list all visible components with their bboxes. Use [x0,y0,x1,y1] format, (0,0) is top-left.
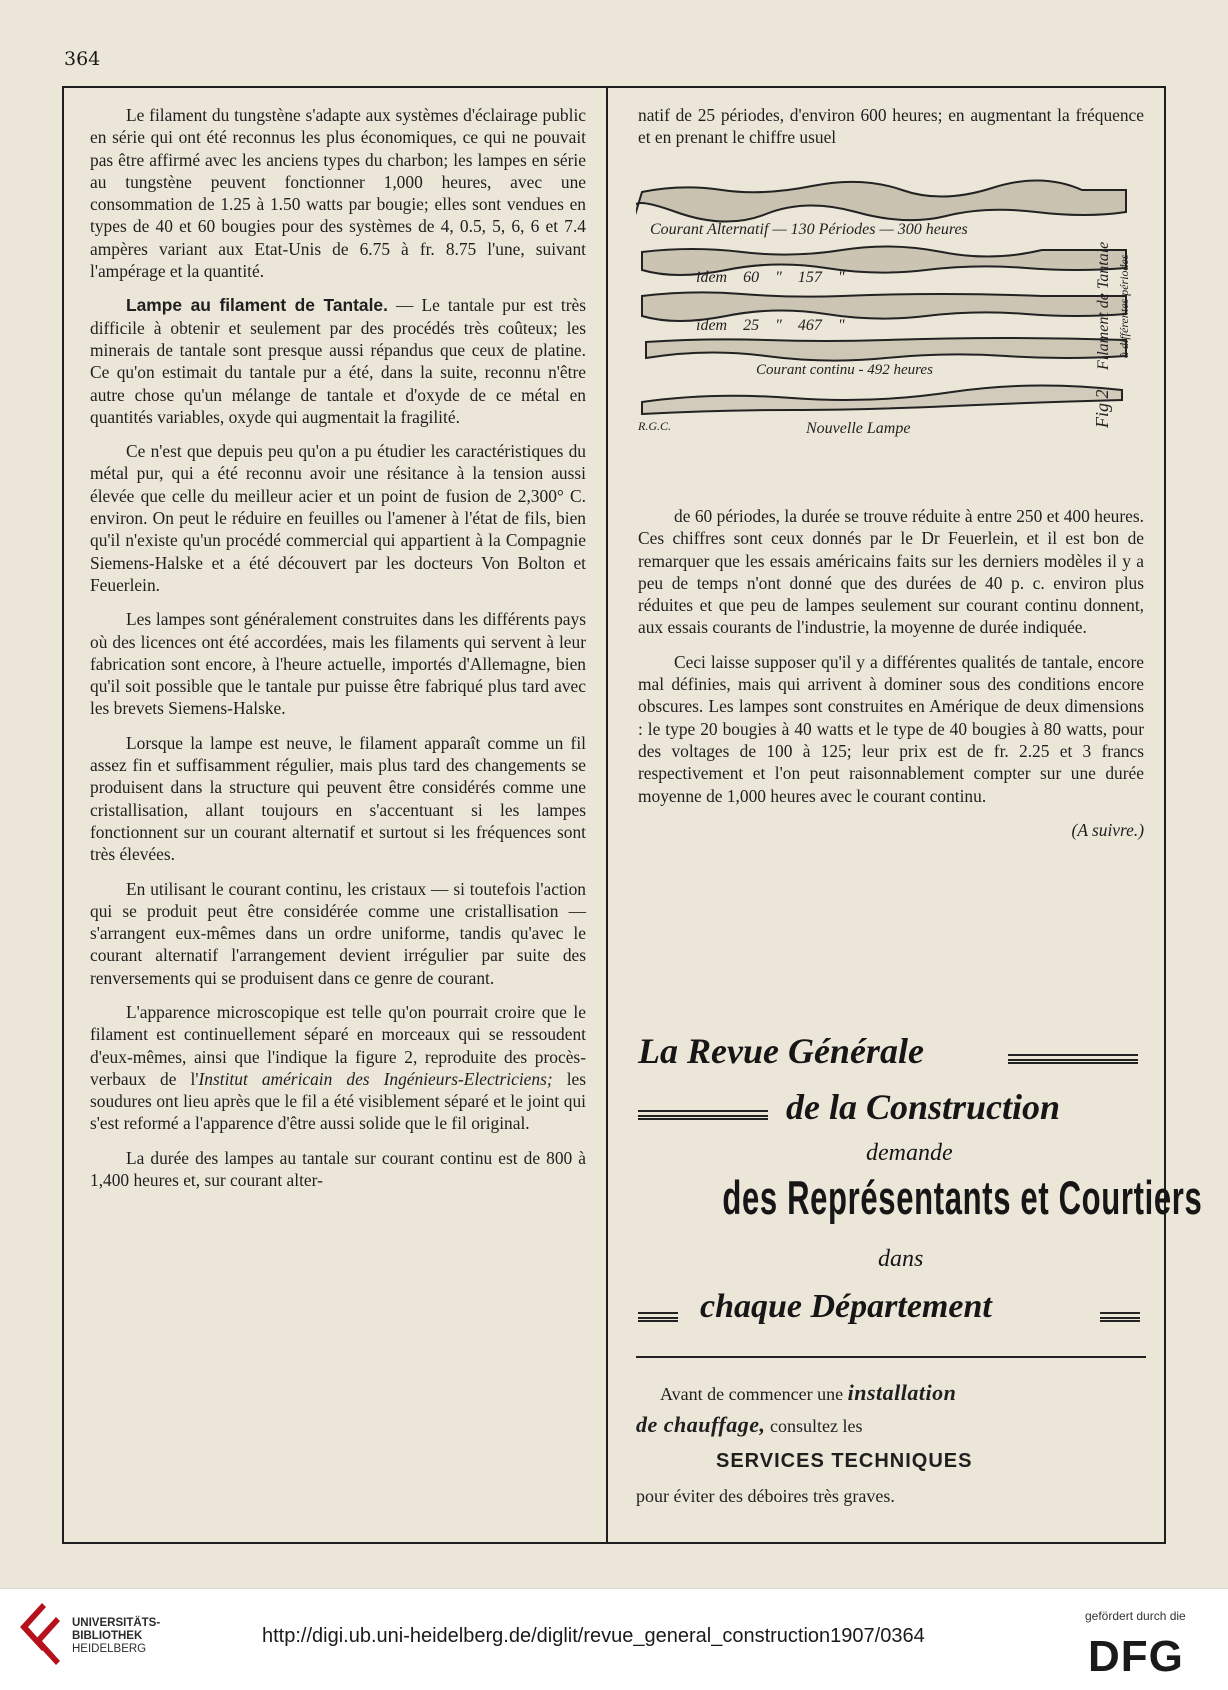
figure-caption: à différentes périodes [1117,254,1131,358]
filament-strand [642,385,1122,414]
right-column-top [638,104,1144,161]
ad-ornament-bars [1008,1054,1138,1061]
funding-note: gefördert durch die [1085,1609,1186,1623]
library-name-line: HEIDELBERG [72,1643,147,1655]
ad-separator [636,1356,1146,1358]
library-name [72,1617,160,1656]
section-heading: Lampe au filament de Tantale. [126,295,388,316]
ad-headline: des Représentants et Courtiers [722,1171,1203,1224]
paragraph-text: — Le tantale pur est très difficile à obtenir et seulement par des procédés très coûteux; les minerais de tantale sont presque aussi répandus que ceux de platine. Ce qu'on estimait du tantale pur a été, dans la suite, reconnu n'être autre chose qu'un mélange de tantale et d'oxyde de ce métal en quantités variables, oxyde qui augmentait la fragilité. [90,295,586,427]
paragraph: de 60 périodes, la durée se trouve réduite à entre 250 et 400 heures. Ces chiffres sont ceux donnés par le Dr Feuerlein, et il est bon de remarquer que les essais américains faits sur les derniers modèles il y a peu de temps n'ont donné que des durées de 40 p. c. environ plus réduites et que peu de lampes seulement sur courant continu donnent, aux essais courants de l'industrie, la moyenne de durée indiquée. [638,506,1144,638]
ad-emphasis: installation [847,1380,957,1405]
ad-subtitle: demande [866,1140,953,1166]
ad-emphasis: de chauffage, [636,1412,766,1437]
column-rule [606,86,608,1544]
paragraph: Ce n'est que depuis peu qu'on a pu étudier les caractéristiques du métal pur, qui a été reconnu avoir une résitance à la tension aussi élevée que celle du meilleur acier et un point de fusion de 2,300° C. environ. On peut le réduire en feuilles ou l'amener à l'état de fils, bien qu'il n'existe qu'un procédé commercial qui appartient à la Compagnie Siemens-Halske et a été découvert par les docteurs Von Bolton et Feuerlein. [90,441,586,595]
figure-caption: Fig 2 [1092,389,1112,428]
ad-services: SERVICES TECHNIQUES [716,1450,973,1472]
advertisement [636,1018,1203,1518]
paragraph [90,294,586,428]
figure-initials: R.G.C. [638,419,671,433]
university-library-logo-icon [16,1597,70,1669]
figure-label: Courant continu - 492 heures [756,362,933,378]
ad-title-line: chaque Département [700,1288,992,1325]
right-column-bottom [638,505,1144,853]
paragraph: Le filament du tungstène s'adapte aux systèmes d'éclairage public en série qui ont été reconnus les plus économiques, ce qui ne pouvait pas être affirmé avec les anciens types du charbon; les lampes en série au tungstène peuvent fonctionner 1,000 heures, avec une consommation de 1.25 à 1.50 watts par bougie; elles sont vendues en types de 40 et 60 bougies pour des systèmes de 4, 0.5, 5, 6, 6 et 7.4 ampères variant aux Etat-Unis de 6.75 à fr. 8.75 l'une, suivant l'ampérage et la quantité. [90,105,586,282]
figure-label: Nouvelle Lampe [806,420,911,437]
ad-text-line [660,1380,956,1406]
paragraph: La durée des lampes au tantale sur courant continu est de 800 à 1,400 heures et, sur courant alter- [90,1147,586,1191]
figure-2-filaments [636,178,1136,468]
ad-title-line: La Revue Générale [638,1031,924,1071]
dfg-logo: DFG [1088,1632,1184,1681]
ad-ornament-bars [638,1312,678,1319]
permalink-url[interactable]: http://digi.ub.uni-heidelberg.de/diglit/revue_general_construction1907/0364 [262,1625,925,1647]
paragraph: Les lampes sont généralement construites dans les différents pays où des licences ont été accordées, mais les filaments qui servent à leur fabrication sont encore, à l'heure actuelle, importés d'Allemagne, bien qu'il soit possible que le tantale pur puisse être fabriqué plus tard avec les brevets Siemens-Halske. [90,609,586,719]
paragraph: natif de 25 périodes, d'environ 600 heures; en augmentant la fréquence et en prenant le chiffre usuel [638,105,1144,148]
paragraph: En utilisant le courant continu, les cristaux — si toutefois l'action qui se produit peut être considérée comme une cristallisation — s'arrangent eux-mêmes dans un ordre uniforme, tandis qu'avec le courant alternatif l'arrangement devient irrégulier par suite des renversements qui se produisent dans ce genre de courant. [90,878,586,988]
ad-text-line: pour éviter des déboires très graves. [636,1486,895,1506]
continued-note: (A suivre.) [1071,819,1144,840]
ad-text-line [636,1412,863,1438]
paragraph [90,1001,586,1135]
italic-reference: Institut américain des Ingénieurs-Electriciens; [198,1068,553,1089]
library-name-line: BIBLIOTHEK [72,1630,143,1642]
ad-text: Avant de commencer une [660,1384,848,1404]
ad-ornament-bars [638,1110,768,1117]
figure-label: idem 60 " 157 " [696,269,845,286]
page-number: 364 [64,48,101,70]
paragraph: Ceci laisse supposer qu'il y a différentes qualités de tantale, encore mal définies, mais qui arrivent à dominer sous des conditions encore obscures. Les lampes sont construites en Amérique de deux dimensions : le type 20 bougies à 40 watts et le type de 40 bougies à 80 watts, pour des voltages de 100 à 125; leur prix est de fr. 2.25 et 3 francs respectivement et l'on peut raisonnablement compter sur une durée moyenne de 1,000 heures avec le courant continu. [638,651,1144,806]
ad-title-line: de la Construction [786,1087,1061,1127]
ad-ornament-bars [1100,1312,1140,1319]
paragraph-text: L'apparence microscopique est telle qu'on pourrait croire que le filament est continuellement séparé en morceaux qui se ressoudent d'eux-mêmes, ainsi que l'indique la figure 2, reproduite des procès-verbaux de l' [90,1001,586,1089]
figure-label: idem 25 " 467 " [696,317,845,334]
filament-strand [636,180,1126,221]
ad-text: consultez les [765,1416,863,1436]
left-column [90,104,586,1203]
library-name-line: UNIVERSITÄTS- [72,1617,161,1629]
filament-strand [646,338,1126,361]
figure-caption: Filament de Tantale [1095,241,1112,370]
paragraph: Lorsque la lampe est neuve, le filament apparaît comme un fil assez fin et suffisamment régulier, mais plus tard des changements se produisent dans la structure qui peuvent être considérés comme une cristallisation, allant toujours en s'accentuant si les lampes fonctionnent sur un courant alternatif et surtout si les fréquences sont très élevées. [90,732,586,865]
paragraph-text: les soudures ont lieu après que le fil a été visiblement séparé et le joint qui s'est reformé a l'apparence d'être aussi solide que le fil original. [90,1068,587,1134]
figure-label: Courant Alternatif — 130 Périodes — 300 heures [650,221,968,238]
ad-subtitle: dans [878,1246,924,1272]
